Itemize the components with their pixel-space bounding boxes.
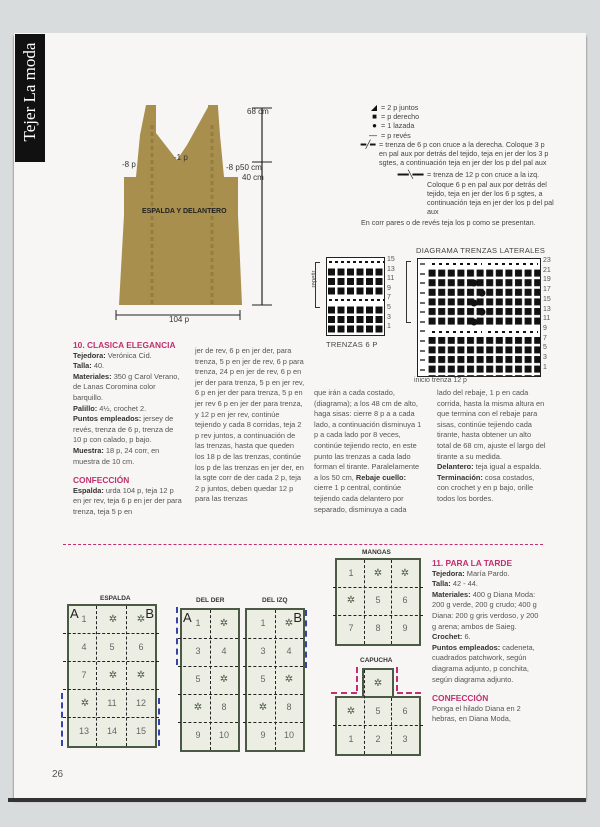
patch-capucha-top: ✲ [362, 668, 394, 700]
patch-espalda: A B 1 ✲ ✲ 4 5 6 7 ✲ ✲ ✲ 11 12 13 14 15 [67, 604, 157, 748]
cable-12-icon: ▪▪▪▪▪▪╲▪▪▪▪▪▪ [397, 170, 423, 180]
repeat-label: repetir [311, 270, 318, 288]
patch-del-der: A 1 ✲ 3 4 5 ✲ ✲ 8 9 10 [180, 608, 240, 752]
dash-icon: — [369, 130, 377, 140]
legend-note: En corr pares o de revés teja los p como se presentan. [361, 218, 536, 228]
legend-item: — = p revés [363, 131, 563, 140]
dim-width: 104 p [169, 315, 190, 324]
chart-cells [418, 259, 540, 376]
pattern10-col1: 10. CLASICA ELEGANCIA Tejedora: Verónica Cid. Talla: 40. Materiales: 350 g Carol Verano, de Lanas Coromina color barquillo. Palillo: 4½, crochet 2. Puntos empleados: jersey de revés, trenza de 6 p, trenza de 10 p con calado, p bajo. Muestra: 18 p, 24 corr, en muestra de 10 cm. CONFECCIÓN Espalda: urda 104 p, teja 12 p en jer rev, teja 6 p en jer der para trenza, teja 5 p en [73, 340, 182, 516]
seam-marker [356, 667, 358, 691]
dim-50cm: 50 cm [240, 163, 262, 172]
row-numbers: 15 13 11 9 7 5 3 1 [387, 256, 395, 331]
garment-schematic [112, 105, 287, 325]
seam-marker [158, 698, 160, 746]
patch-title-capucha: CAPUCHA [360, 657, 393, 664]
page-number: 26 [52, 769, 64, 780]
pattern10-col4: lado del rebaje, 1 p en cada corrida, hasta la misma altura en que termina con el rebaje para sisas, continúe tejiendo cada tirante, hasta obtener un alto total de 68 cm, ajuste el largo del tirante a su medida. Delantero: teja igual a espalda. Terminación: cosa costados, con crochet y en p bajo, orille todos los bordes. [437, 388, 546, 503]
confeccion-heading: CONFECCIÓN [432, 693, 489, 704]
dec-right: -8 p [226, 163, 240, 172]
page-edge-shadow [8, 798, 586, 802]
dim-68cm: 68 cm [247, 107, 269, 116]
legend-item: ■ = p derecho [363, 112, 563, 121]
legend-item: ◢ = 2 p juntos [363, 103, 563, 112]
circle-icon: ● [372, 121, 377, 131]
section-divider [63, 544, 543, 545]
seam-marker [176, 607, 178, 665]
dec-center: -1 p [174, 153, 188, 162]
pattern10-col2: jer de rev, 6 p en jer der, para trenza, 5 p en jer de rev, 6 p para trenza, 24 p en jer de rev, 6 p en jer der para trenza, 5 p en jer rev, 6 p en jer der para trenza, 5 p en jer rev 6 p en jer der para trenza, y 12 p en jer rev, continúe tejiendo y cada 8 corridas, teja 2 p rev juntos, a continuación de las trenzas, hasta que queden los 18 p de las trenzas, continúe los p de las trenzas en jer der, en la sgte corr de der cada 2 p, teja 2 p juntos, deben quedar 12 p para las trenzas [195, 346, 305, 504]
legend-item: ● = 1 lazada [363, 121, 563, 130]
section-tab [15, 34, 45, 162]
seam-marker [397, 692, 421, 694]
pattern10-col3: que irán a cada costado, (diagrama); a los 48 cm de alto, haga sisas: cierre 8 p a a cada lado, a continuación disminuya 1 p a cada lado por 8 veces, continúe tejiendo recto, en este punto las trenzas a cada lado forman el tirante. Paralelamente a los 50 cm, Rebaje cuello: cierre 1 p central, continúe tejiendo cada delantero por separado, disminuya a cada [314, 388, 422, 514]
dim-40cm: 40 cm [242, 173, 264, 182]
square-icon: ■ [372, 112, 377, 122]
chart-grid [326, 257, 385, 336]
patch-title-mangas: MANGAS [362, 549, 391, 556]
chart-title: TRENZAS 6 P [326, 340, 378, 349]
chart-title: DIAGRAMA TRENZAS LATERALES [416, 246, 546, 255]
seam-marker [331, 692, 357, 694]
chart-footer: inicio trenza 12 p [414, 377, 467, 384]
pattern10-heading: 10. CLASICA ELEGANCIA [73, 340, 176, 350]
patch-title-del-der: DEL DER [196, 597, 225, 604]
patch-del-izq: B 1 ✲ 3 4 5 ✲ ✲ 8 9 10 [245, 608, 305, 752]
patch-mangas: 1 ✲ ✲ ✲ 5 6 7 8 9 [335, 558, 421, 646]
cable-6-icon: ▪▪▪╱▪▪▪ [360, 139, 375, 149]
row-numbers: 23 21 19 17 15 13 11 9 7 5 3 1 [543, 257, 551, 371]
chart-cells [327, 258, 384, 335]
repeat-bracket [406, 261, 411, 323]
seam-marker [61, 693, 63, 746]
seam-marker [396, 667, 398, 691]
chart-trenzas-laterales [412, 246, 562, 386]
dec-left: -8 p [122, 160, 136, 169]
patch-title-del-izq: DEL IZQ [262, 597, 288, 604]
seam-marker [305, 610, 307, 668]
confeccion-heading: CONFECCIÓN [73, 475, 130, 486]
patch-title-espalda: ESPALDA [100, 595, 131, 602]
patch-capucha: ✲ 5 6 1 2 3 [335, 696, 421, 756]
triangle-icon: ◢ [370, 103, 377, 112]
chart-trenzas-6p [311, 252, 395, 349]
garment-label: ESPALDA Y DELANTERO [142, 208, 227, 215]
legend-item: ▪▪▪╱▪▪▪ = trenza de 6 p con cruce a la derecha. Coloque 3 p en pal aux por detrás del tejido, teja en jer der los 3 p sgtes, a continuación teja en jer der los p del pal aux [313, 140, 563, 168]
section-tab-label: Tejer La moda [20, 42, 39, 142]
pattern11-col: 11. PARA LA TARDE Tejedora: María Pardo. Talla: 42 - 44. Materiales: 400 g Diana Moda: 200 g verde, 200 g crudo; 400 g Diana: 200 g gris verdoso, y 200 g arena; ambos de Saieg. Crochet: 6. Puntos empleados: cadeneta, cuadrados patchwork, según diagrama adjunto, p conchita, según diagrama adjunto. CONFECCIÓN Ponga el hilado Diana en 2 hebras, en Diana Moda, [432, 558, 544, 725]
chart-grid [417, 258, 541, 377]
stitch-legend [360, 103, 563, 228]
pattern11-heading: 11. PARA LA TARDE [432, 558, 513, 568]
legend-item: ▪▪▪▪▪▪╲▪▪▪▪▪▪ = trenza de 12 p con cruce a la izq. Coloque 6 p en pal aux por detrás del tejido, teja en jer der los 6 p sgtes, a continuación teja en jer der los p del pal aux [313, 170, 563, 216]
